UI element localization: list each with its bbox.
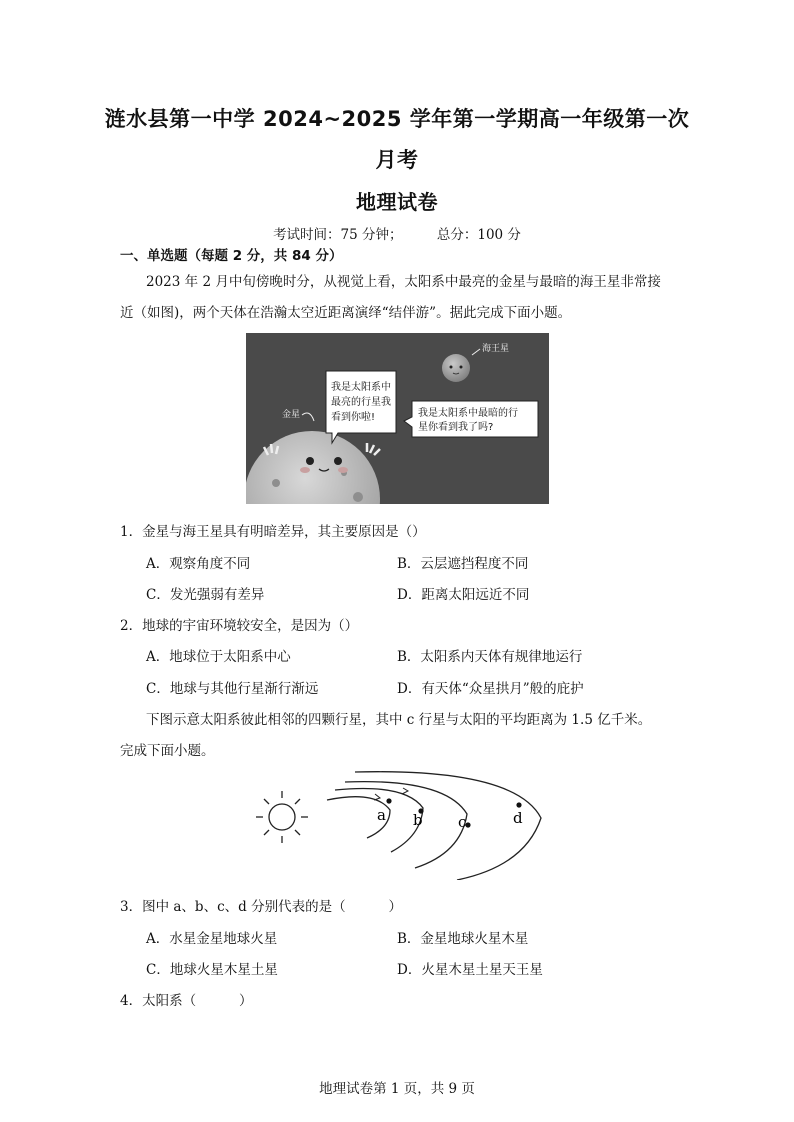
venus-bubble-line: 最亮的行星我 xyxy=(331,397,391,408)
neptune-planet xyxy=(442,354,470,382)
planet-c-label: c xyxy=(458,813,467,831)
exam-info: 考试时间：75 分钟； 总分：100 分 xyxy=(273,227,521,243)
sun-icon xyxy=(256,791,308,843)
planet-a xyxy=(386,798,391,803)
planet-d-label: d xyxy=(513,809,523,827)
question-2-option-a: A．地球位于太阳系中心 xyxy=(146,649,291,665)
venus-blush xyxy=(300,467,310,473)
question-2-option-d: D．有天体“众星拱月”般的庇护 xyxy=(397,681,584,697)
planet-a-label: a xyxy=(377,806,386,824)
question-2-option-b: B．太阳系内天体有规律地运行 xyxy=(397,649,583,665)
neptune-eye xyxy=(460,366,463,369)
question-4-stem: 4．太阳系（ ） xyxy=(120,993,253,1009)
venus-bubble-line: 我是太阳系中 xyxy=(331,382,391,393)
venus-label: 金星 xyxy=(282,410,301,420)
question-3-stem: 3．图中 a、b、c、d 分别代表的是（ ） xyxy=(120,899,402,915)
venus-bubble-line: 看到你啦! xyxy=(331,412,376,423)
venus-eye xyxy=(306,457,314,465)
question-2-option-c: C．地球与其他行星渐行渐远 xyxy=(146,681,319,697)
question-1-stem: 1．金星与海王星具有明暗差异，其主要原因是（） xyxy=(120,524,426,540)
venus-crater xyxy=(353,492,363,502)
title-line-1: 涟水县第一中学 2024~2025 学年第一学期高一年级第一次 xyxy=(104,107,690,131)
planet-b-label: b xyxy=(413,811,423,829)
question-3-option-b: B．金星地球火星木星 xyxy=(397,931,529,947)
venus-eye xyxy=(334,457,342,465)
question-1-option-a: A．观察角度不同 xyxy=(146,556,251,572)
section-heading: 一、单选题（每题 2 分，共 84 分） xyxy=(120,248,343,264)
planet-d xyxy=(516,802,521,807)
question-1-option-c: C．发光强弱有差异 xyxy=(146,587,265,603)
passage-2-line-1: 下图示意太阳系彼此相邻的四颗行星，其中 c 行星与太阳的平均距离为 1.5 亿千米。 xyxy=(146,712,652,728)
neptune-eye xyxy=(450,366,453,369)
question-3-option-a: A．水星金星地球火星 xyxy=(146,931,278,947)
venus-crater xyxy=(272,479,280,487)
passage-2-line-2: 完成下面小题。 xyxy=(120,743,215,759)
venus-blush xyxy=(338,467,348,473)
question-3-option-d: D．火星木星土星天王星 xyxy=(397,962,543,978)
question-1-option-d: D．距离太阳远近不同 xyxy=(397,587,530,603)
title-line-2: 月考 xyxy=(375,148,419,172)
subject-title: 地理试卷 xyxy=(356,190,438,214)
intro-line-1: 2023 年 2 月中旬傍晚时分，从视觉上看，太阳系中最亮的金星与最暗的海王星非常接 xyxy=(146,274,661,290)
question-2-stem: 2．地球的宇宙环境较安全，是因为（） xyxy=(120,618,359,634)
neptune-label: 海王星 xyxy=(482,344,510,354)
orbit-direction-arrow xyxy=(402,788,408,794)
solar-orbits-diagram xyxy=(255,768,545,880)
question-3-option-c: C．地球火星木星土星 xyxy=(146,962,278,978)
neptune-bubble-line: 我是太阳系中最暗的行 xyxy=(418,408,518,419)
page-footer: 地理试卷第 1 页，共 9 页 xyxy=(319,1081,475,1097)
venus-neptune-illustration xyxy=(246,333,549,504)
question-1-option-b: B．云层遮挡程度不同 xyxy=(397,556,529,572)
intro-line-2: 近（如图)，两个天体在浩瀚太空近距离演绎“结伴游”。据此完成下面小题。 xyxy=(120,305,572,321)
neptune-bubble-line: 星你看到我了吗? xyxy=(418,422,494,433)
